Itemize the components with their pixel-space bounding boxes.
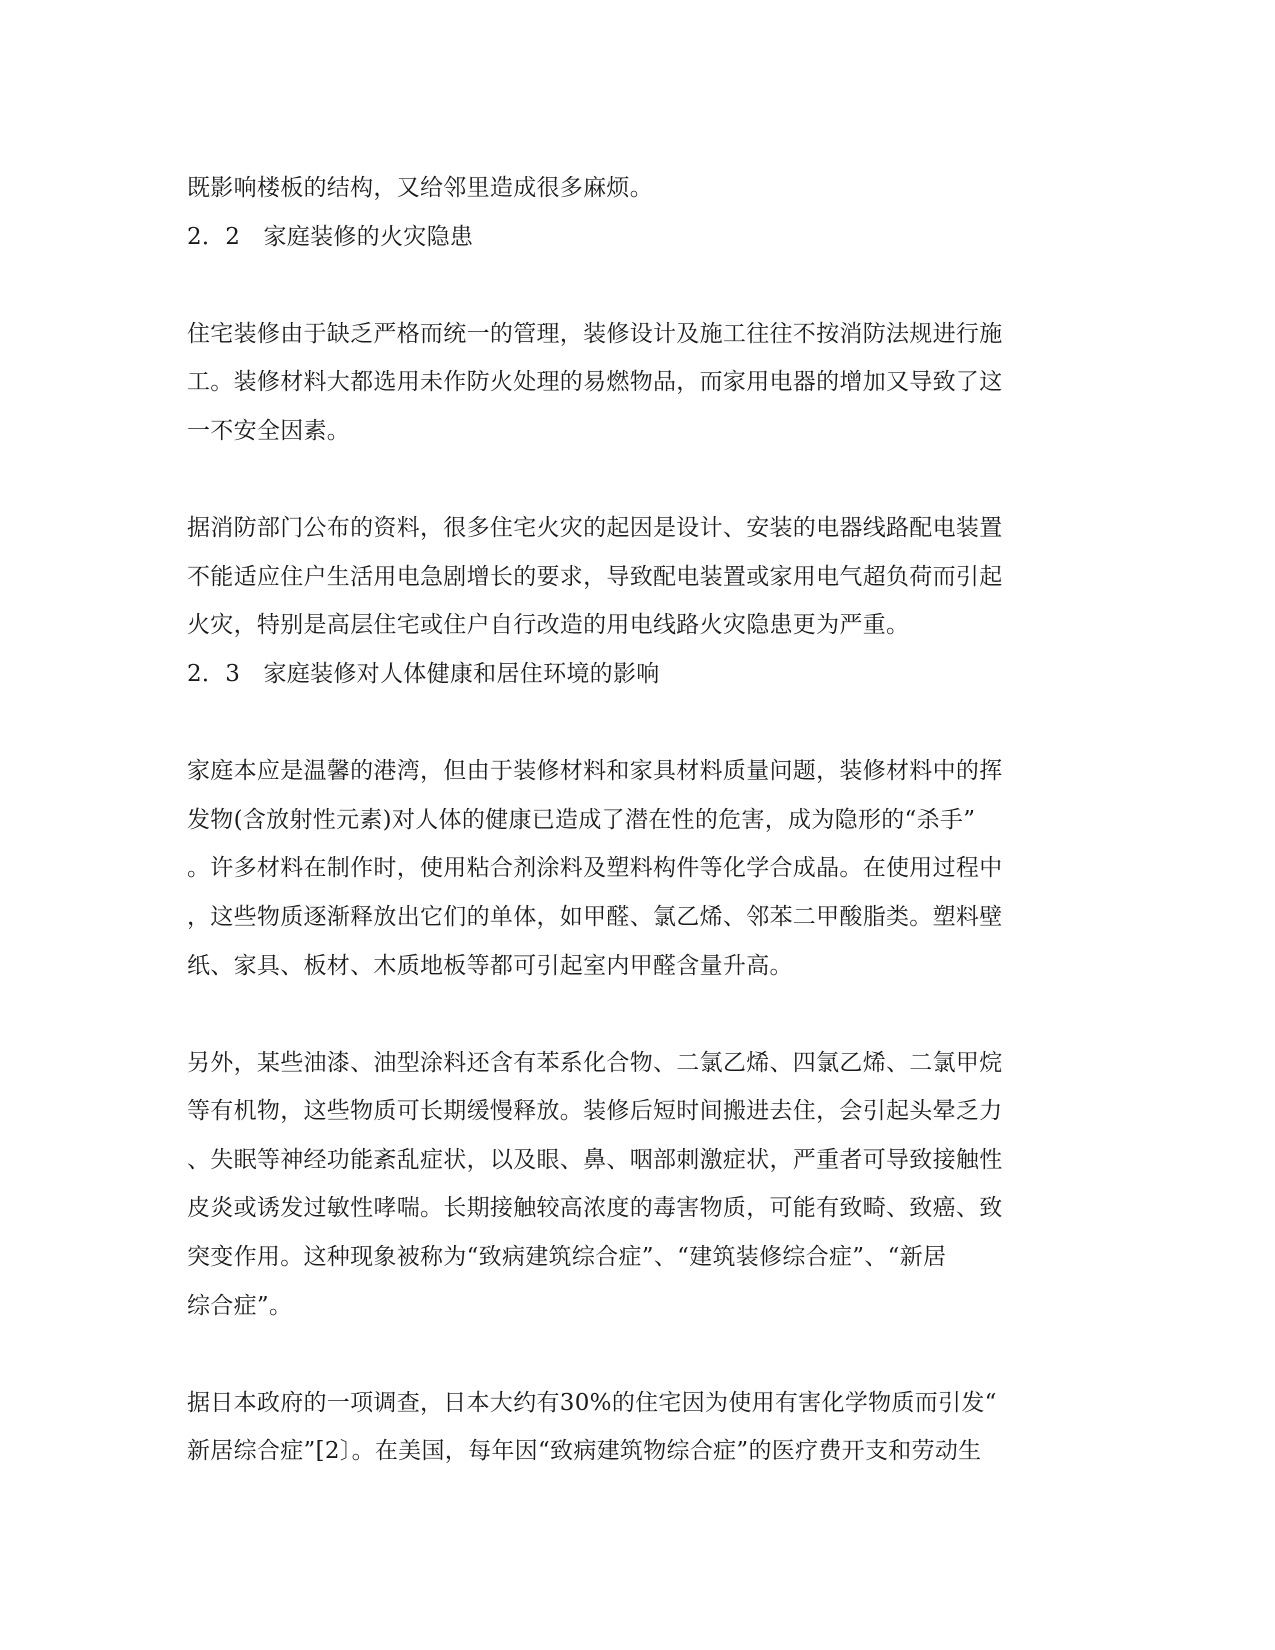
text-line: 既影响楼板的结构，又给邻里造成很多麻烦。: [187, 175, 653, 201]
paragraph: [187, 1039, 1077, 1331]
text-line: 、失眠等神经功能紊乱症状，以及眼、鼻、咽部刺激症状，严重者可导致接触性: [187, 1146, 1003, 1173]
text-line: 纸、家具、板材、木质地板等都可引起室内甲醛含量升高。: [187, 952, 793, 979]
text-line: ，这些物质逐渐释放出它们的单体，如甲醛、氯乙烯、邻苯二甲酸脂类。塑料壁: [187, 903, 1003, 930]
text-line: 一不安全因素。: [187, 417, 351, 444]
blank-line: [187, 261, 1077, 310]
blank-line: [187, 699, 1077, 748]
section-heading: 2．3 家庭装修对人体健康和居住环境的影响: [187, 660, 660, 687]
text-line: 家庭本应是温馨的港湾，但由于装修材料和家具材料质量问题，装修材料中的挥: [187, 758, 1003, 785]
blank-line: [187, 456, 1077, 505]
text-line: 工。装修材料大都选用未作防火处理的易燃物品，而家用电器的增加又导致了这: [187, 369, 1003, 396]
text-line: 突变作用。这种现象被称为“致病建筑综合症”、“建筑装修综合症”、“新居: [187, 1244, 947, 1271]
section-heading: 2．2 家庭装修的火灾隐患: [187, 223, 474, 250]
blank-line: [187, 1330, 1077, 1379]
text-line: 另外，某些油漆、油型涂料还含有苯系化合物、二氯乙烯、四氯乙烯、二氯甲烷: [187, 1049, 1003, 1076]
text-line: 新居综合症”[2〕。在美国，每年因“致病建筑物综合症”的医疗费开支和劳动生: [187, 1438, 982, 1465]
document-body: [187, 164, 1077, 1476]
text-line: 皮炎或诱发过敏性哮喘。长期接触较高浓度的毒害物质，可能有致畸、致癌、致: [187, 1195, 1003, 1222]
paragraph: [187, 310, 1077, 456]
text-line: 综合症”。: [187, 1292, 293, 1319]
text-line: 等有机物，这些物质可长期缓慢释放。装修后短时间搬进去住，会引起头晕乏力: [187, 1098, 1003, 1125]
text-line: 据消防部门公布的资料，很多住宅火灾的起因是设计、安装的电器线路配电装置: [187, 515, 1003, 542]
paragraph: [187, 504, 1077, 650]
paragraph: [187, 1379, 1077, 1476]
text-line: 住宅装修由于缺乏严格而统一的管理，装修设计及施工往往不按消防法规进行施: [187, 320, 1003, 347]
text-line: 火灾，特别是高层住宅或住户自行改造的用电线路火灾隐患更为严重。: [187, 612, 910, 639]
text-line: 据日本政府的一项调查，日本大约有30%的住宅因为使用有害化学物质而引发“: [187, 1389, 997, 1416]
blank-line: [187, 990, 1077, 1039]
text-line: 不能适应住户生活用电急剧增长的要求，导致配电装置或家用电气超负荷而引起: [187, 563, 1003, 590]
text-line: 发物(含放射性元素)对人体的健康已造成了潜在性的危害，成为隐形的“杀手”: [187, 806, 976, 833]
paragraph: [187, 164, 1077, 213]
paragraph: [187, 747, 1077, 990]
text-line: 。许多材料在制作时，使用粘合剂涂料及塑料构件等化学合成晶。在使用过程中: [187, 855, 1003, 882]
